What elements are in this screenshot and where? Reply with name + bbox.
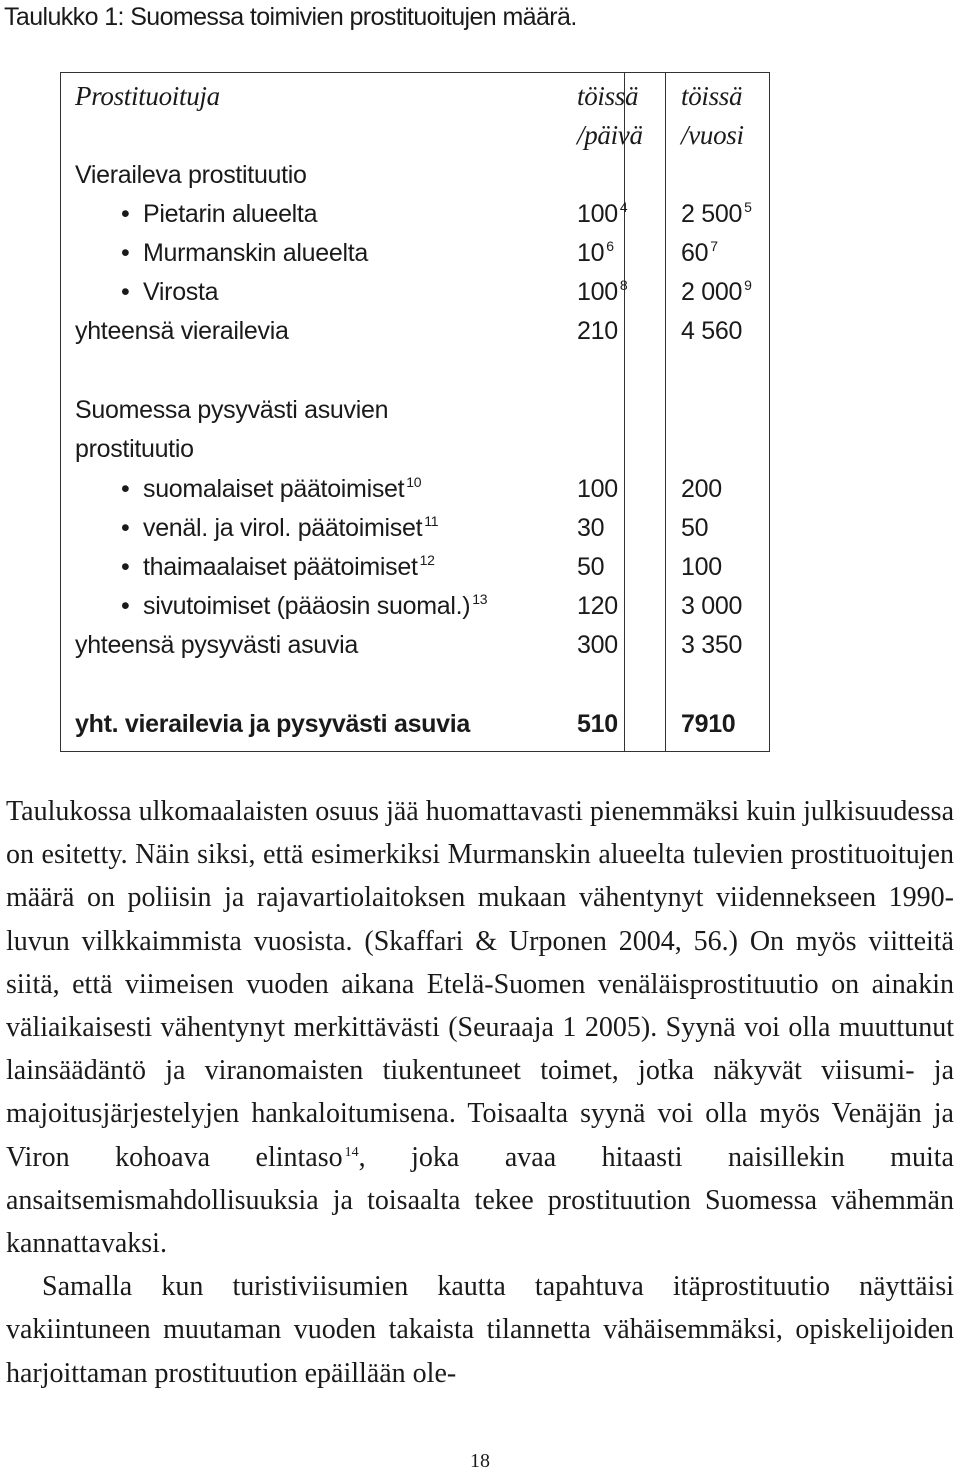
header-prostituoituja: Prostituoituja (75, 81, 220, 111)
header-per-day-line2: /päivä (577, 120, 643, 150)
grand-total-label: yht. vierailevia ja pysyvästi asuvia (75, 710, 471, 738)
row-day-value: 100 (577, 475, 618, 503)
page-number: 18 (470, 1450, 490, 1472)
row-day-value: 100 $^8$ (577, 277, 628, 306)
row-label: • Pietarin alueelta (121, 200, 318, 228)
row-year-value: 100 (681, 553, 722, 581)
row-year-value: 200 (681, 475, 722, 503)
footnote-ref: 14 (344, 1144, 359, 1160)
row-day-value: 100 $^4$ (577, 199, 628, 228)
subtotal-year: 4 560 (681, 317, 743, 345)
body-text (6, 790, 954, 1395)
header-per-day-line1: töissä (577, 81, 639, 111)
subtotal-day: 300 (577, 631, 618, 659)
section-title-resident-line2: prostituutio (75, 435, 194, 463)
row-label: • Virosta (121, 278, 219, 306)
subtotal-label: yhteensä vierailevia (75, 317, 289, 345)
subtotal-year: 3 350 (681, 631, 743, 659)
grand-total-day: 510 (577, 710, 618, 738)
row-year-value: 60 $^7$ (681, 238, 718, 267)
subtotal-day: 210 (577, 317, 618, 345)
row-day-value: 50 (577, 553, 605, 581)
bullet: • (121, 278, 130, 306)
column-divider (624, 73, 625, 751)
bullet: • (121, 553, 130, 581)
section-title-visiting: Vieraileva prostituutio (75, 161, 307, 189)
column-divider (665, 73, 666, 751)
section-title-resident-line1: Suomessa pysyvästi asuvien (75, 396, 389, 424)
prostitution-table (60, 72, 770, 752)
row-year-value: 50 (681, 514, 709, 542)
row-year-value: 2 500 $^5$ (681, 199, 752, 228)
subtotal-label: yhteensä pysyvästi asuvia (75, 631, 358, 659)
table-caption: Taulukko 1: Suomessa toimivien prostituoitujen määrä. (4, 3, 577, 31)
row-label: • venäl. ja virol. päätoimiset $^{11}$ (121, 513, 439, 542)
row-year-value: 3 000 (681, 592, 743, 620)
row-day-value: 120 (577, 592, 618, 620)
bullet: • (121, 239, 130, 267)
row-day-value: 30 (577, 514, 605, 542)
row-day-value: 10 $^6$ (577, 238, 614, 267)
row-label: • Murmanskin alueelta (121, 239, 368, 267)
row-label: • thaimaalaiset päätoimiset $^{12}$ (121, 552, 435, 581)
paragraph: Taulukossa ulkomaalaisten osuus jää huomattavasti pienemmäksi kuin julkisuudessa on esitetty. Näin siksi, että esimerkiksi Murmanskin alueelta tulevien prostituoitujen määrä on poliisin ja rajavartiolaitoksen mukaan vähentynyt viidennekseen 1990-luvun vilkkaimmista vuosista. (Skaffari & Urponen 2004, 56.) On myös viitteitä siitä, että viimeisen vuoden aikana Etelä-Suomen venäläisprostituutio on ainakin väliaikaisesti vähentynyt merkittävästi (Seuraaja 1 2005). Syynä voi olla muuttunut lainsäädäntö ja viranomaisten tiukentuneet toimet, jotka näkyvät viisumi- ja majoitusjärjestelyjen hankaloitumisena. Toisaalta syynä voi olla myös Venäjän ja Viron kohoava elintaso $^{14}$, joka avaa hitaasti naisillekin muita ansaitsemismahdollisuuksia ja toisaalta tekee prostituution Suomessa vähemmän kannattavaksi. (6, 796, 954, 1260)
row-year-value: 2 000 $^9$ (681, 277, 752, 306)
bullet: • (121, 514, 130, 542)
header-per-year-line1: töissä (681, 81, 743, 111)
header-per-year-line2: /vuosi (681, 120, 744, 150)
bullet: • (121, 475, 130, 503)
bullet: • (121, 592, 130, 620)
grand-total-year: 7910 (681, 710, 736, 738)
row-label: • suomalaiset päätoimiset $^{10}$ (121, 474, 422, 503)
bullet: • (121, 200, 130, 228)
row-label: • sivutoimiset (pääosin suomal.) $^{13}$ (121, 591, 488, 620)
paragraph: Samalla kun turistiviisumien kautta tapahtuva itäprostituutio näyttäisi vakiintuneen muutaman vuoden takaista tilannetta vähäisemmäksi, opiskelijoiden harjoittaman prostituution epäillään ole- (6, 1271, 954, 1389)
